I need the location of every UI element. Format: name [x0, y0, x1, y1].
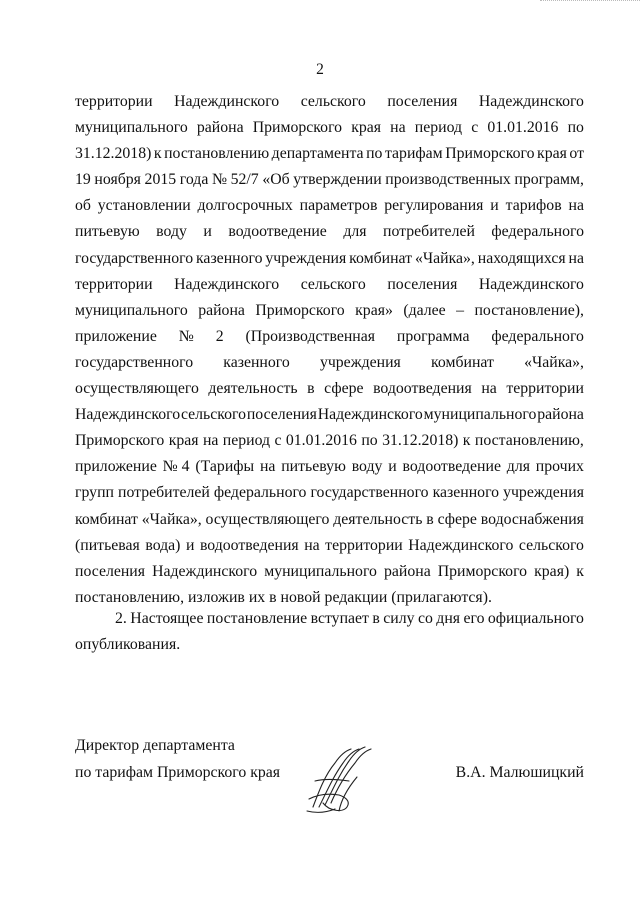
paragraph-2-line-2: опубликования.	[75, 636, 181, 654]
word: питьевую	[75, 223, 140, 241]
word: водоснабжения	[480, 510, 584, 528]
word: №	[178, 327, 194, 345]
paragraph-1-last-line: постановлению, изложив их в новой редакции (прилагаются).	[75, 588, 492, 606]
word: установлении	[97, 197, 191, 215]
scan-edge-mark	[540, 0, 640, 4]
word: Надеждинского	[174, 93, 280, 110]
word: поселения	[387, 275, 458, 293]
word: к	[462, 432, 471, 450]
word: (питьевая	[75, 536, 140, 554]
word: и	[203, 223, 212, 241]
paragraph-1-line	[75, 89, 584, 115]
word: федерального	[491, 327, 584, 345]
paragraph-1-line	[75, 246, 584, 272]
word: потребителей	[383, 223, 475, 241]
word: в	[372, 610, 380, 627]
word: комбинат	[430, 353, 494, 371]
word: об	[75, 197, 91, 215]
word: района	[383, 562, 431, 580]
word: вступает	[310, 610, 369, 627]
word: Надеждинского	[478, 275, 584, 293]
word: к	[576, 562, 584, 580]
paragraph-1-line	[75, 533, 584, 559]
word: края)	[534, 562, 570, 580]
word: Надеждинского	[174, 275, 280, 293]
word: государственного	[75, 249, 194, 267]
word: прочих	[535, 458, 584, 476]
paragraph-1-line	[75, 193, 584, 219]
word: утверждении	[293, 171, 382, 189]
word: «Чайка»,	[524, 353, 584, 371]
word: сельского	[300, 275, 366, 293]
word: казенного	[223, 353, 290, 371]
word: осуществляющего	[75, 380, 199, 398]
word: года	[179, 171, 209, 189]
word: период	[414, 119, 463, 137]
paragraph-1-line	[75, 350, 584, 376]
paragraph-1-line	[75, 219, 584, 245]
word: комбинат	[75, 510, 138, 528]
word: 2015	[144, 171, 177, 189]
word: Приморского	[75, 432, 165, 450]
signatory-title-line-2: по тарифам Приморского края	[75, 764, 281, 781]
handwritten-signature	[305, 741, 375, 817]
word: на	[304, 536, 320, 554]
word: края	[168, 432, 199, 450]
paragraph-1-line	[75, 272, 584, 298]
word: края»	[355, 301, 393, 319]
word: в	[426, 510, 434, 528]
word: 52/7	[230, 171, 259, 189]
word: его	[463, 610, 485, 627]
page-number: 2	[316, 61, 324, 78]
word: долгосрочных	[197, 197, 293, 215]
word: со	[417, 610, 433, 627]
word: муниципального	[423, 406, 537, 424]
paragraph-1-line	[75, 324, 584, 350]
word: приложение	[75, 327, 157, 345]
word: –	[456, 301, 465, 319]
paragraph-1-line	[75, 167, 584, 193]
word: по	[361, 432, 378, 450]
word: Приморского	[255, 301, 345, 319]
word: водоотведения	[373, 380, 472, 398]
word: постановление	[206, 610, 308, 627]
word: программ,	[514, 171, 584, 189]
word: 01.01.2016	[487, 119, 559, 137]
word: федерального	[213, 484, 307, 502]
word: района	[198, 301, 245, 319]
paragraph-1-line	[75, 402, 584, 428]
word: Приморского	[437, 562, 528, 580]
word: потребителей	[117, 484, 210, 502]
word: на	[568, 249, 584, 267]
word: федерального	[491, 223, 584, 241]
word: учреждения	[265, 249, 347, 267]
word: регулирования	[384, 197, 484, 215]
paragraph-1	[75, 89, 584, 611]
word: 31.12.2018)	[382, 432, 459, 450]
paragraph-1-line	[75, 559, 584, 585]
word: государственного	[310, 484, 429, 502]
word: к	[153, 145, 162, 163]
word: края	[537, 145, 567, 163]
word: воду	[351, 458, 383, 476]
word: с	[274, 432, 282, 450]
word: на	[568, 197, 584, 215]
word: №	[211, 171, 228, 189]
signature-block	[75, 733, 584, 823]
word: 2.	[115, 610, 127, 627]
word: и	[185, 536, 195, 554]
word: поселения	[387, 93, 458, 110]
word: силу	[383, 610, 415, 627]
paragraph-1-line	[75, 298, 584, 324]
word: воду	[156, 223, 187, 241]
signatory-name: В.А. Малюшицкий	[455, 764, 584, 781]
word: 01.01.2016	[285, 432, 357, 450]
word: Надеждинского	[75, 406, 181, 424]
word: и	[490, 197, 499, 215]
word: постановление),	[474, 301, 584, 319]
word: муниципального	[75, 119, 188, 137]
word: постановлению,	[474, 432, 584, 450]
word: для	[506, 458, 530, 476]
word: водоотведение	[228, 223, 327, 241]
word: приложение	[75, 458, 157, 476]
paragraph-1-line	[75, 115, 584, 141]
word: постановлению	[164, 145, 270, 163]
word: муниципального	[75, 301, 188, 319]
word: Надеждинского	[408, 536, 514, 554]
word: № 4	[162, 458, 190, 476]
word: дня	[436, 610, 461, 627]
word: параметров	[299, 197, 378, 215]
word: с	[471, 119, 479, 137]
word: официального	[487, 610, 584, 627]
word: учреждения	[503, 484, 584, 502]
word: края	[351, 119, 382, 137]
word: 2	[215, 327, 224, 345]
paragraph-1-line	[75, 480, 584, 506]
word: тарифов	[505, 197, 562, 215]
word: по	[567, 119, 584, 137]
word: сельского	[300, 93, 366, 110]
word: групп	[75, 484, 114, 502]
word: на	[481, 380, 497, 398]
word: осуществляющего	[205, 510, 330, 528]
word: 19	[75, 171, 91, 189]
word: для	[343, 223, 367, 241]
word: Надеждинского	[478, 93, 584, 110]
word: Приморского	[252, 119, 343, 137]
word: деятельность	[333, 510, 423, 528]
word: ноября	[94, 171, 141, 189]
word: на	[390, 119, 406, 137]
word: территории	[75, 275, 153, 293]
word: Надеждинского	[317, 406, 423, 424]
word: территории	[506, 380, 584, 398]
word: сельского	[518, 536, 584, 554]
word: деятельность	[208, 380, 298, 398]
word: программа	[396, 327, 470, 345]
word: сфере	[437, 510, 477, 528]
word: сфере	[324, 380, 364, 398]
word: поселения	[246, 406, 317, 424]
paragraph-1-line	[75, 376, 584, 402]
paragraph-1-line	[75, 454, 584, 480]
word: в	[307, 380, 315, 398]
word: период	[222, 432, 271, 450]
word: учреждения	[319, 353, 401, 371]
word: государственного	[75, 353, 194, 371]
word: на	[259, 458, 276, 476]
word: «Чайка»,	[141, 510, 202, 528]
paragraph-1-line	[75, 141, 584, 167]
word: (далее	[403, 301, 446, 319]
word: «Чайка»,	[414, 249, 475, 267]
word: района	[196, 119, 244, 137]
word: комбинат	[349, 249, 413, 267]
word: Настоящее	[130, 610, 204, 627]
word: находящихся	[477, 249, 566, 267]
word: водоотведение	[402, 458, 501, 476]
word: департамента	[271, 145, 364, 163]
word: казенного	[196, 249, 263, 267]
paragraph-2-line-1	[75, 606, 584, 632]
paragraph-1-line	[75, 428, 584, 454]
word: от	[569, 145, 584, 163]
word: казенного	[432, 484, 500, 502]
word: района	[537, 406, 584, 424]
word: тарифам	[384, 145, 443, 163]
paragraph-2	[75, 606, 584, 658]
word: производственных	[385, 171, 511, 189]
signatory-title-line-1: Директор департамента	[75, 737, 235, 754]
word: «Об	[262, 171, 290, 189]
word: (Тарифы	[195, 458, 255, 476]
word: по	[366, 145, 383, 163]
word: вода)	[145, 536, 181, 554]
word: питьевую	[281, 458, 346, 476]
word: Надеждинского	[152, 562, 258, 580]
paragraph-1-line	[75, 507, 584, 533]
word: и	[388, 458, 397, 476]
word: 31.12.2018)	[75, 145, 152, 163]
word: на	[202, 432, 219, 450]
word: муниципального	[264, 562, 377, 580]
word: поселения	[75, 562, 146, 580]
word: территории	[325, 536, 403, 554]
word: территории	[75, 93, 153, 110]
word: водоотведения	[199, 536, 299, 554]
word: Приморского	[445, 145, 535, 163]
word: (Производственная	[245, 327, 376, 345]
word: сельского	[180, 406, 247, 424]
